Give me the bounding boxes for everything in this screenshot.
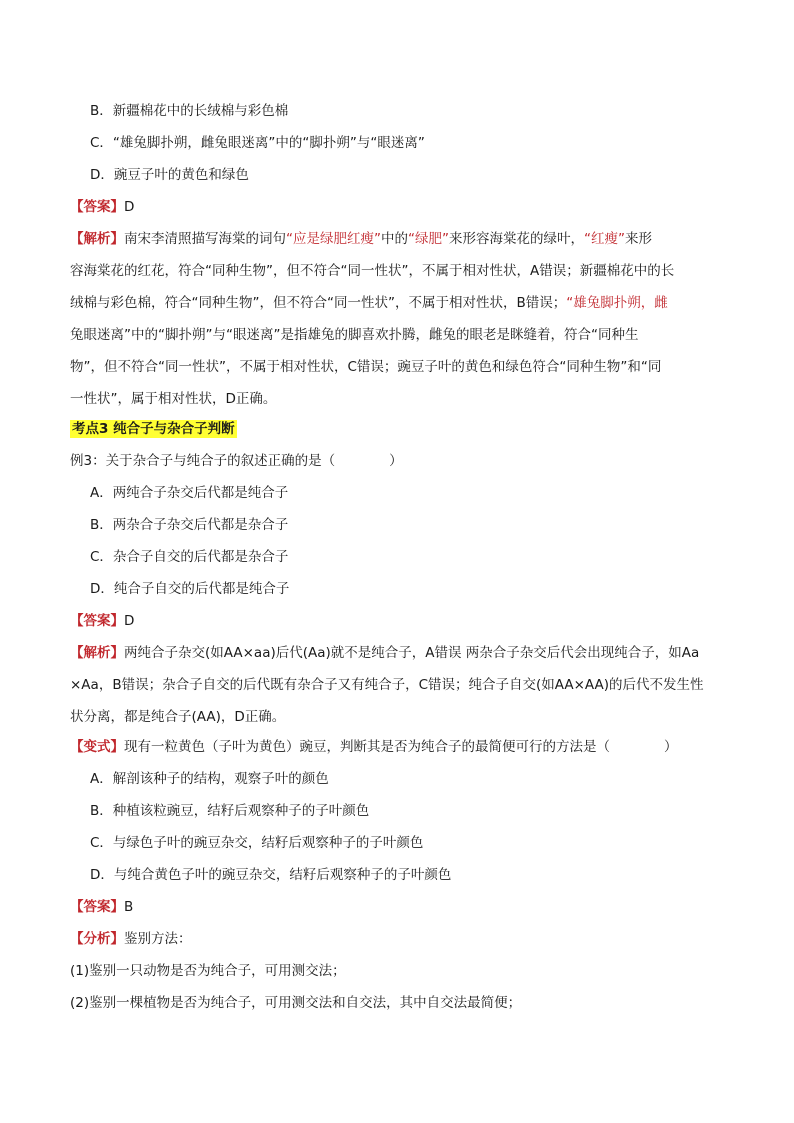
q3-answer xyxy=(70,611,730,631)
analysis-title: 鉴别方法： xyxy=(124,931,192,947)
analysis-text: 来形 xyxy=(625,231,652,247)
q2-answer xyxy=(70,197,730,217)
variant-tag: 【变式】 xyxy=(70,739,124,755)
variant-stem-text: 现有一粒黄色（子叶为黄色）豌豆，判断其是否为纯合子的最简便可行的方法是（ ） xyxy=(124,739,678,755)
analysis-text: 绒棉与彩色棉，符合“同种生物”，但不符合“同一性状”，不属于相对性状，B错误； xyxy=(70,295,567,311)
variant-stem xyxy=(70,737,730,757)
analysis-text: 中的 xyxy=(381,231,408,247)
q2-analysis-line-6: 一性状”，属于相对性状，D正确。 xyxy=(70,391,277,407)
q3-stem: 例3：关于杂合子与纯合子的叙述正确的是（ ） xyxy=(70,453,403,469)
q2-analysis-line-2: 容海棠花的红花，符合“同种生物”，但不符合“同一性状”，不属于相对性状，A错误；新疆棉花中的长 xyxy=(70,263,675,279)
analysis-text: 南宋李清照描写海棠的词句 xyxy=(124,231,286,247)
q2-option-c: C．“雄兔脚扑朔，雌兔眼迷离”中的“脚扑朔”与“眼迷离” xyxy=(90,135,425,151)
q2-option-d: D．豌豆子叶的黄色和绿色 xyxy=(90,167,249,183)
q3-analysis-line-1 xyxy=(70,643,730,663)
analysis-quote: “绿肥” xyxy=(408,231,449,247)
q2-option-b: B．新疆棉花中的长绒棉与彩色棉 xyxy=(90,103,289,119)
variant-point-1: (1)鉴别一只动物是否为纯合子，可用测交法； xyxy=(70,963,346,979)
analysis-quote: “雄兔脚扑朔，雌 xyxy=(566,295,668,311)
answer-value: D xyxy=(124,199,135,215)
analysis-tag: 【分析】 xyxy=(70,931,124,947)
answer-tag: 【答案】 xyxy=(70,899,124,915)
answer-tag: 【答案】 xyxy=(70,199,124,215)
variant-option-d: D．与纯合黄色子叶的豌豆杂交，结籽后观察种子的子叶颜色 xyxy=(90,867,452,883)
analysis-quote: “红瘦” xyxy=(584,231,625,247)
q2-analysis-line-5: 物”，但不符合“同一性状”，不属于相对性状，C错误；豌豆子叶的黄色和绿色符合“同种生物”和“同 xyxy=(70,359,662,375)
analysis-tag: 【解析】 xyxy=(70,645,124,661)
q3-analysis-line-2: ×Aa，B错误；杂合子自交的后代既有杂合子又有纯合子，C错误；纯合子自交(如AA×AA)的后代不发生性 xyxy=(70,677,704,693)
q3-option-c: C．杂合子自交的后代都是杂合子 xyxy=(90,549,289,565)
q3-option-b: B．两杂合子杂交后代都是杂合子 xyxy=(90,517,289,533)
q3-option-a: A．两纯合子杂交后代都是纯合子 xyxy=(90,485,289,501)
answer-tag: 【答案】 xyxy=(70,613,124,629)
variant-option-a: A．解剖该种子的结构，观察子叶的颜色 xyxy=(90,771,329,787)
q3-analysis-line-3: 状分离，都是纯合子(AA)，D正确。 xyxy=(70,709,286,725)
analysis-text: 两纯合子杂交(如AA×aa)后代(Aa)就不是纯合子，A错误 两杂合子杂交后代会出现纯合子，如Aa xyxy=(124,645,700,661)
analysis-tag: 【解析】 xyxy=(70,231,124,247)
variant-option-c: C．与绿色子叶的豌豆杂交，结籽后观察种子的子叶颜色 xyxy=(90,835,424,851)
analysis-text: 来形容海棠花的绿叶， xyxy=(449,231,584,247)
variant-answer xyxy=(70,897,730,917)
section-heading: 考点3 纯合子与杂合子判断 xyxy=(72,421,235,437)
q2-analysis-line-3 xyxy=(70,293,730,313)
answer-value: D xyxy=(124,613,135,629)
q2-analysis-line-4: 兔眼迷离”中的“脚扑朔”与“眼迷离”是指雄兔的脚喜欢扑腾，雌兔的眼老是眯缝着，符合“同种生 xyxy=(70,327,639,343)
variant-option-b: B．种植该粒豌豆，结籽后观察种子的子叶颜色 xyxy=(90,803,370,819)
q3-option-d: D．纯合子自交的后代都是纯合子 xyxy=(90,581,290,597)
variant-point-2: (2)鉴别一棵植物是否为纯合子，可用测交法和自交法，其中自交法最简便； xyxy=(70,995,522,1011)
answer-value: B xyxy=(124,899,134,915)
q2-analysis-line-1 xyxy=(70,229,730,249)
variant-analysis xyxy=(70,929,730,949)
analysis-quote: “应是绿肥红瘦” xyxy=(286,231,381,247)
